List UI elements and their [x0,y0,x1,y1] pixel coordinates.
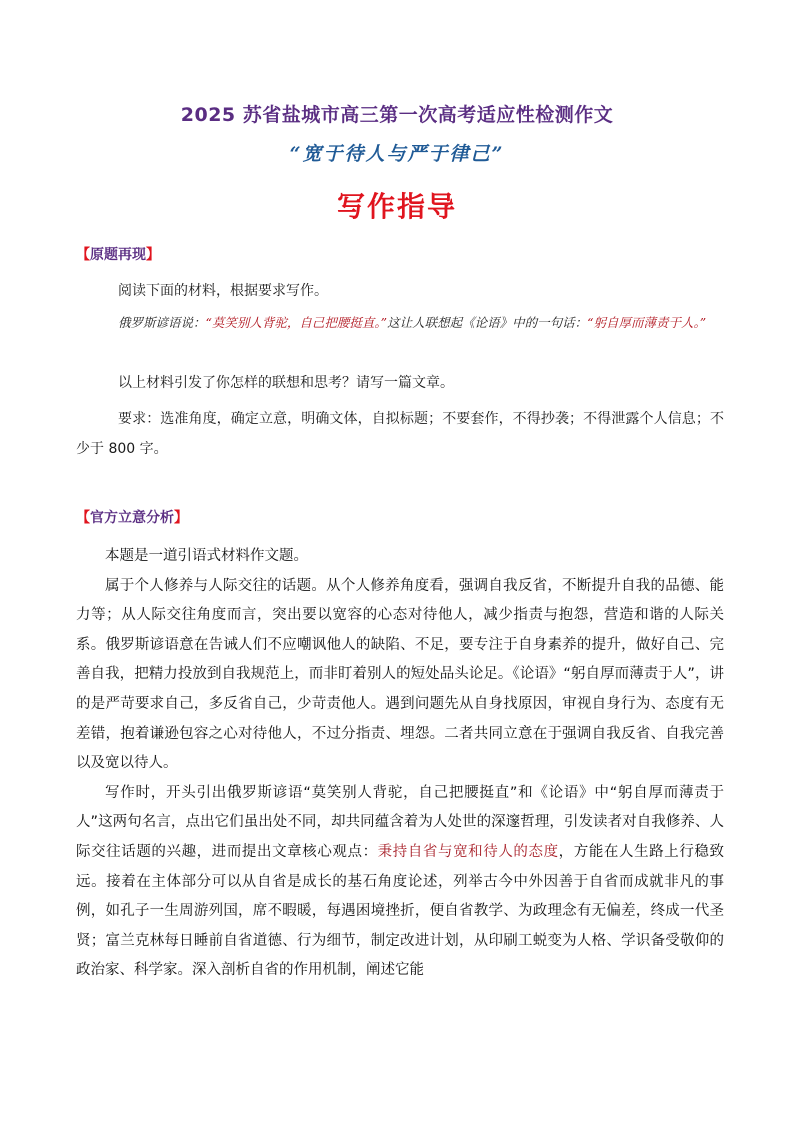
analysis-paragraph-3 [76,779,724,986]
section-heading-original-question [76,245,160,265]
requirements-text: 要求：选准角度，确定立意，明确文体，自拟标题；不要套作，不得抄袭；不得泄露个人信息；不少于 800 字。 [76,411,724,457]
analysis-body [76,542,724,986]
paragraph-3-part-a: 写作时，开头引出俄罗斯谚语“莫笑别人背驼，自己把腰挺直”和《论语》中“躬自厚而薄责于人”这两句名言，点出它们虽出处不同，却共同蕴含着为人处世的深邃哲理，引发读者对自我修养、人际交往话题的兴趣，进而提出文章核心观点： [76,784,724,860]
bracket-close: 】 [146,247,160,263]
section-label: 原题再现 [90,247,146,263]
analysis-paragraph-2: 属于个人修养与人际交往的话题。从个人修养角度看，强调自我反省，不断提升自我的品德、能力等；从人际交往角度而言，突出要以宽容的心态对待他人，减少指责与抱怨，营造和谐的人际关系。俄罗斯谚语意在告诫人们不应嘲讽他人的缺陷、不足，要专注于自身素养的提升，做好自己、完善自我，把精力投放到自我规范上，而非盯着别人的短处品头论足。《论语》“躬自厚而薄责于人”，讲的是严苛要求自己，多反省自己，少苛责他人。遇到问题先从自身找原因，审视自身行为、态度有无差错，抱着谦逊包容之心对待他人，不过分指责、埋怨。二者共同立意在于强调自我反省、自我完善以及宽以待人。 [76,577,724,772]
russian-proverb: “莫笑别人背驼，自己把腰挺直。” [205,315,388,330]
document-title: 2025 苏省盐城市高三第一次高考适应性检测作文 [180,104,614,126]
core-viewpoint-highlight: 秉持自省与宽和待人的态度 [377,843,559,860]
bracket-close: 】 [174,510,188,526]
quote-paragraph [76,308,724,338]
analects-quote: “躬自厚而薄责于人。” [587,315,707,330]
analysis-paragraph-1: 本题是一道引语式材料作文题。 [105,548,308,564]
question-text: 以上材料引发了你怎样的联想和思考？请写一篇文章。 [118,375,454,391]
section-label: 官方立意分析 [90,510,174,526]
instruction-text: 阅读下面的材料，根据要求写作。 [118,283,328,299]
bracket-open: 【 [76,510,90,526]
quote-bridge: 这让人联想起《论语》中的一句话： [387,315,588,330]
bracket-open: 【 [76,247,90,263]
document-subtitle: “宽于待人与严于律己” [289,143,505,165]
quote-lead: 俄罗斯谚语说： [118,315,206,330]
document-heading: 写作指导 [336,190,457,223]
section-heading-official-analysis [76,508,188,528]
paragraph-3-part-b: ，方能在人生路上行稳致远。接着在主体部分可以从自省是成长的基石角度论述，列举古今中外因善于自省而成就非凡的事例，如孔子一生周游列国，席不暇暖，每遇困境挫折，便自省教学、为政理念有无偏差，终成一代圣贤；富兰克林每日睡前自省道德、行为细节，制定改进计划，从印刷工蜕变为人格、学识备受敬仰的政治家、科学家。深入剖析自省的作用机制，阐述它能 [76,843,725,979]
